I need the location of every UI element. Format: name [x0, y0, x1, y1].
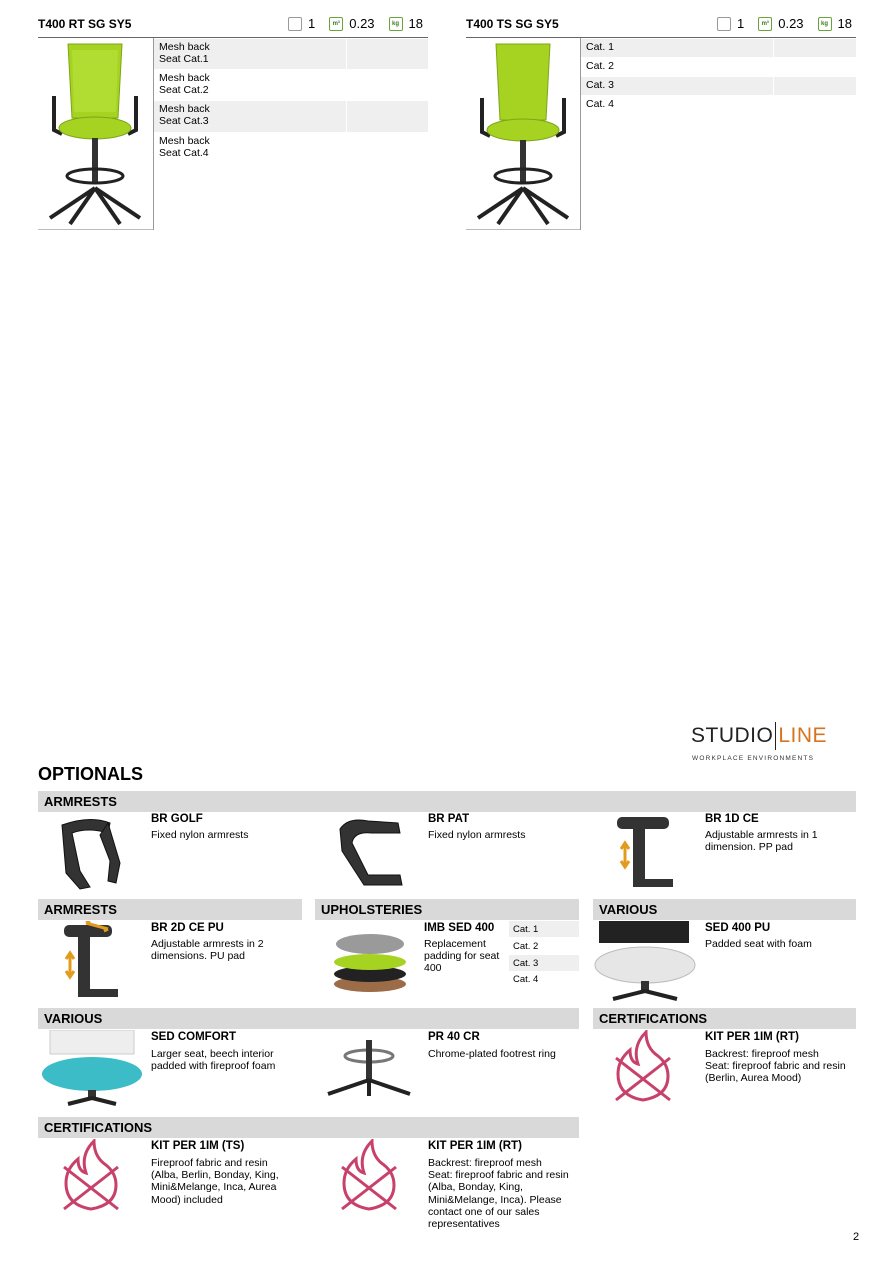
product-specs: [288, 16, 423, 31]
optionals-title: OPTIONALS: [38, 764, 144, 784]
option-name: SED COMFORT: [151, 1031, 236, 1043]
product-specs: [717, 16, 852, 31]
option-desc: Padded seat with foam: [705, 938, 812, 950]
pieces-value: 1: [308, 16, 316, 31]
table-row: Mesh back Seat Cat.3: [154, 101, 346, 132]
option-name: PR 40 CR: [428, 1031, 480, 1043]
option-name: IMB SED 400: [424, 922, 495, 934]
fireproof-icon: [60, 1139, 122, 1211]
table-row: Cat. 4: [581, 96, 856, 114]
table-row: Mesh back Seat Cat.4: [154, 133, 428, 163]
sed-comfort-image: [40, 1030, 144, 1106]
volume-value: 0.23: [778, 16, 804, 31]
section-header-upholsteries: UPHOLSTERIES: [315, 899, 579, 920]
br-2d-ce-pu-image: [52, 921, 128, 1001]
option-desc: Backrest: fireproof mesh Seat: fireproof fabric and resin (Berlin, Aurea Mood): [705, 1048, 846, 1085]
imb-sed-400-image: [330, 930, 410, 994]
section-header-certifications: CERTIFICATIONS: [38, 1117, 579, 1138]
weight-value: 18: [837, 16, 853, 31]
product-title: T400 TS SG SY5: [466, 17, 559, 31]
pr-40-cr-image: [326, 1040, 412, 1098]
product-title: T400 RT SG SY5: [38, 17, 132, 31]
table-row: Mesh back Seat Cat.2: [154, 70, 428, 100]
option-desc: Chrome-plated footrest ring: [428, 1048, 556, 1060]
option-name: KIT PER 1IM (TS): [151, 1140, 245, 1152]
section-header-various: VARIOUS: [593, 899, 856, 920]
weight-value: 18: [408, 16, 424, 31]
brand-tagline: WORKPLACE ENVIRONMENTS: [692, 755, 815, 762]
br-1d-ce-image: [605, 815, 685, 893]
image-baseline: [38, 229, 153, 230]
section-header-various: VARIOUS: [38, 1008, 579, 1029]
option-desc: Backrest: fireproof mesh Seat: fireproof fabric and resin (Alba, Bonday, King, Mini&Melange, Inca). Please contact one of our sales representatives: [428, 1157, 569, 1231]
section-header-armrests: ARMRESTS: [38, 791, 856, 812]
category-row: Cat. 2: [513, 941, 539, 952]
volume-icon: m³: [329, 17, 343, 31]
sed-400-pu-image: [593, 921, 697, 1001]
title-rule: [466, 37, 856, 38]
category-row: Cat. 1: [509, 921, 579, 937]
option-desc: Fixed nylon armrests: [151, 829, 249, 841]
image-baseline: [466, 229, 580, 230]
pieces-value: 1: [737, 16, 745, 31]
br-pat-image: [328, 815, 410, 893]
chair-ts-image: [468, 40, 578, 228]
page-number: 2: [853, 1231, 860, 1243]
option-desc: Fixed nylon armrests: [428, 829, 526, 841]
table-row: Cat. 1: [581, 39, 773, 57]
option-name: BR GOLF: [151, 813, 203, 825]
table-cell: [347, 39, 428, 69]
fireproof-icon: [338, 1139, 400, 1211]
volume-value: 0.23: [349, 16, 375, 31]
weight-icon: kg: [818, 17, 832, 31]
br-golf-image: [50, 815, 130, 893]
option-desc: Replacement padding for seat 400: [424, 938, 500, 975]
section-header-armrests: ARMRESTS: [38, 899, 302, 920]
category-row: Cat. 4: [513, 974, 539, 985]
fireproof-icon: [612, 1030, 674, 1102]
option-name: BR 1D CE: [705, 813, 759, 825]
option-name: KIT PER 1IM (RT): [705, 1031, 799, 1043]
table-row: Mesh back Seat Cat.1: [154, 39, 346, 69]
option-name: BR 2D CE PU: [151, 922, 224, 934]
option-desc: Larger seat, beech interior padded with fireproof foam: [151, 1048, 276, 1073]
table-cell: [347, 101, 428, 132]
weight-icon: kg: [389, 17, 403, 31]
volume-icon: m³: [758, 17, 772, 31]
table-cell: [774, 77, 856, 95]
option-desc: Adjustable armrests in 2 dimensions. PU pad: [151, 938, 264, 963]
option-name: BR PAT: [428, 813, 470, 825]
section-header-certifications: CERTIFICATIONS: [593, 1008, 856, 1029]
option-desc: Adjustable armrests in 1 dimension. PP pad: [705, 829, 818, 854]
brand-logo: [691, 722, 827, 750]
option-desc: Fireproof fabric and resin (Alba, Berlin, Bonday, King, Mini&Melange, Inca, Aurea Mood) included: [151, 1157, 279, 1206]
table-cell: [774, 39, 856, 57]
title-rule: [38, 37, 428, 38]
brand-name-left: STUDIO: [691, 724, 774, 747]
box-icon: [288, 17, 302, 31]
chair-rt-image: [40, 40, 150, 228]
option-name: SED 400 PU: [705, 922, 771, 934]
brand-name-right: LINE: [778, 724, 828, 747]
box-icon: [717, 17, 731, 31]
table-row: Cat. 3: [581, 77, 773, 95]
category-row: Cat. 3: [509, 955, 579, 971]
table-row: Cat. 2: [581, 58, 856, 76]
option-name: KIT PER 1IM (RT): [428, 1140, 522, 1152]
